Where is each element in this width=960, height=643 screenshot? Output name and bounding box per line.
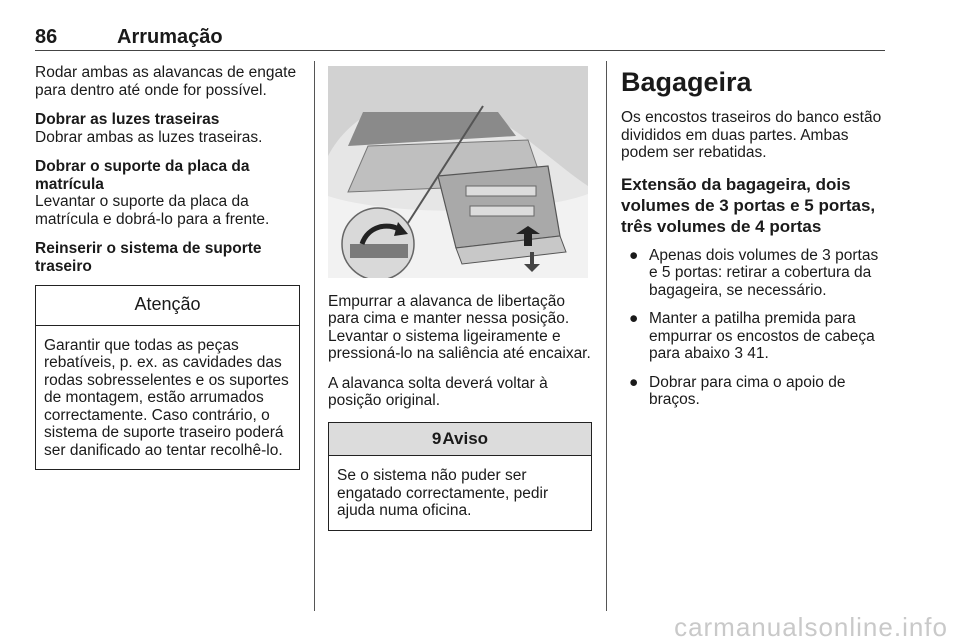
instruction-list bbox=[621, 247, 887, 409]
page-header bbox=[35, 20, 885, 51]
section-title: Arrumação bbox=[117, 26, 223, 48]
trunk-carrier-illustration bbox=[328, 66, 588, 278]
plate-heading: Dobrar o suporte da placa da matrícula bbox=[35, 158, 250, 193]
list-item: ● Dobrar para cima o apoio de braços. bbox=[629, 373, 846, 408]
page-reference[interactable]: 3 41. bbox=[734, 345, 769, 362]
warning-icon: 9 bbox=[431, 428, 442, 448]
column-2 bbox=[328, 66, 592, 531]
warning-header bbox=[329, 423, 591, 457]
reference-arrow-icon: 3 bbox=[734, 345, 743, 362]
trunk-intro: Os encostos traseiros do banco estão divididos em duas partes. Ambas podem ser rebatidas. bbox=[621, 109, 882, 161]
column-divider-1 bbox=[314, 61, 315, 611]
warning-text: Se o sistema não puder ser engatado correctamente, pedir ajuda numa oficina. bbox=[337, 467, 549, 519]
column-3 bbox=[621, 64, 887, 420]
caution-box bbox=[35, 285, 300, 470]
caution-text: Garantir que todas as peças rebatíveis, p. ex. as cavidades das rodas sobresselentes e os suportes de montagem, estão arrumados correctamente. Caso contrário, o sistema de suporte traseiro poderá ser danificado ao tentar recolhê-lo. bbox=[44, 336, 289, 459]
lights-heading: Dobrar as luzes traseiras bbox=[35, 111, 220, 128]
watermark: carmanualsonline.info bbox=[674, 612, 948, 642]
caution-title: Atenção bbox=[36, 286, 299, 326]
page-number: 86 bbox=[35, 26, 58, 48]
intro-text: Rodar ambas as alavancas de engate para dentro até onde for possível. bbox=[35, 64, 297, 99]
warning-box bbox=[328, 422, 592, 531]
trunk-subheading: Extensão da bagageira, dois volumes de 3 portas e 5 portas, três volumes de 4 portas bbox=[621, 174, 876, 236]
column-divider-2 bbox=[606, 61, 607, 611]
lights-text: Dobrar ambas as luzes traseiras. bbox=[35, 128, 263, 146]
column-1 bbox=[35, 64, 300, 470]
section-heading: Bagageira bbox=[621, 67, 752, 97]
warning-title: Aviso bbox=[442, 428, 489, 448]
plate-text: Levantar o suporte da placa da matrícula e dobrá-lo para a frente. bbox=[35, 193, 270, 228]
reinsert-heading: Reinserir o sistema de suporte traseiro bbox=[35, 240, 262, 275]
instruction-text: Empurrar a alavanca de libertação para cima e manter nessa posição. Levantar o sistema ligeiramente e pressioná-lo na saliência até encaixar. bbox=[328, 292, 591, 362]
result-text: A alavanca solta deverá voltar à posição original. bbox=[328, 374, 548, 409]
list-item: ● Apenas dois volumes de 3 portas e 5 portas: retirar a cobertura da bagageira, se necessário. bbox=[629, 246, 879, 299]
list-item: ● Manter a patilha premida para empurrar os encostos de cabeça para abaixo 3 41. bbox=[629, 310, 875, 362]
